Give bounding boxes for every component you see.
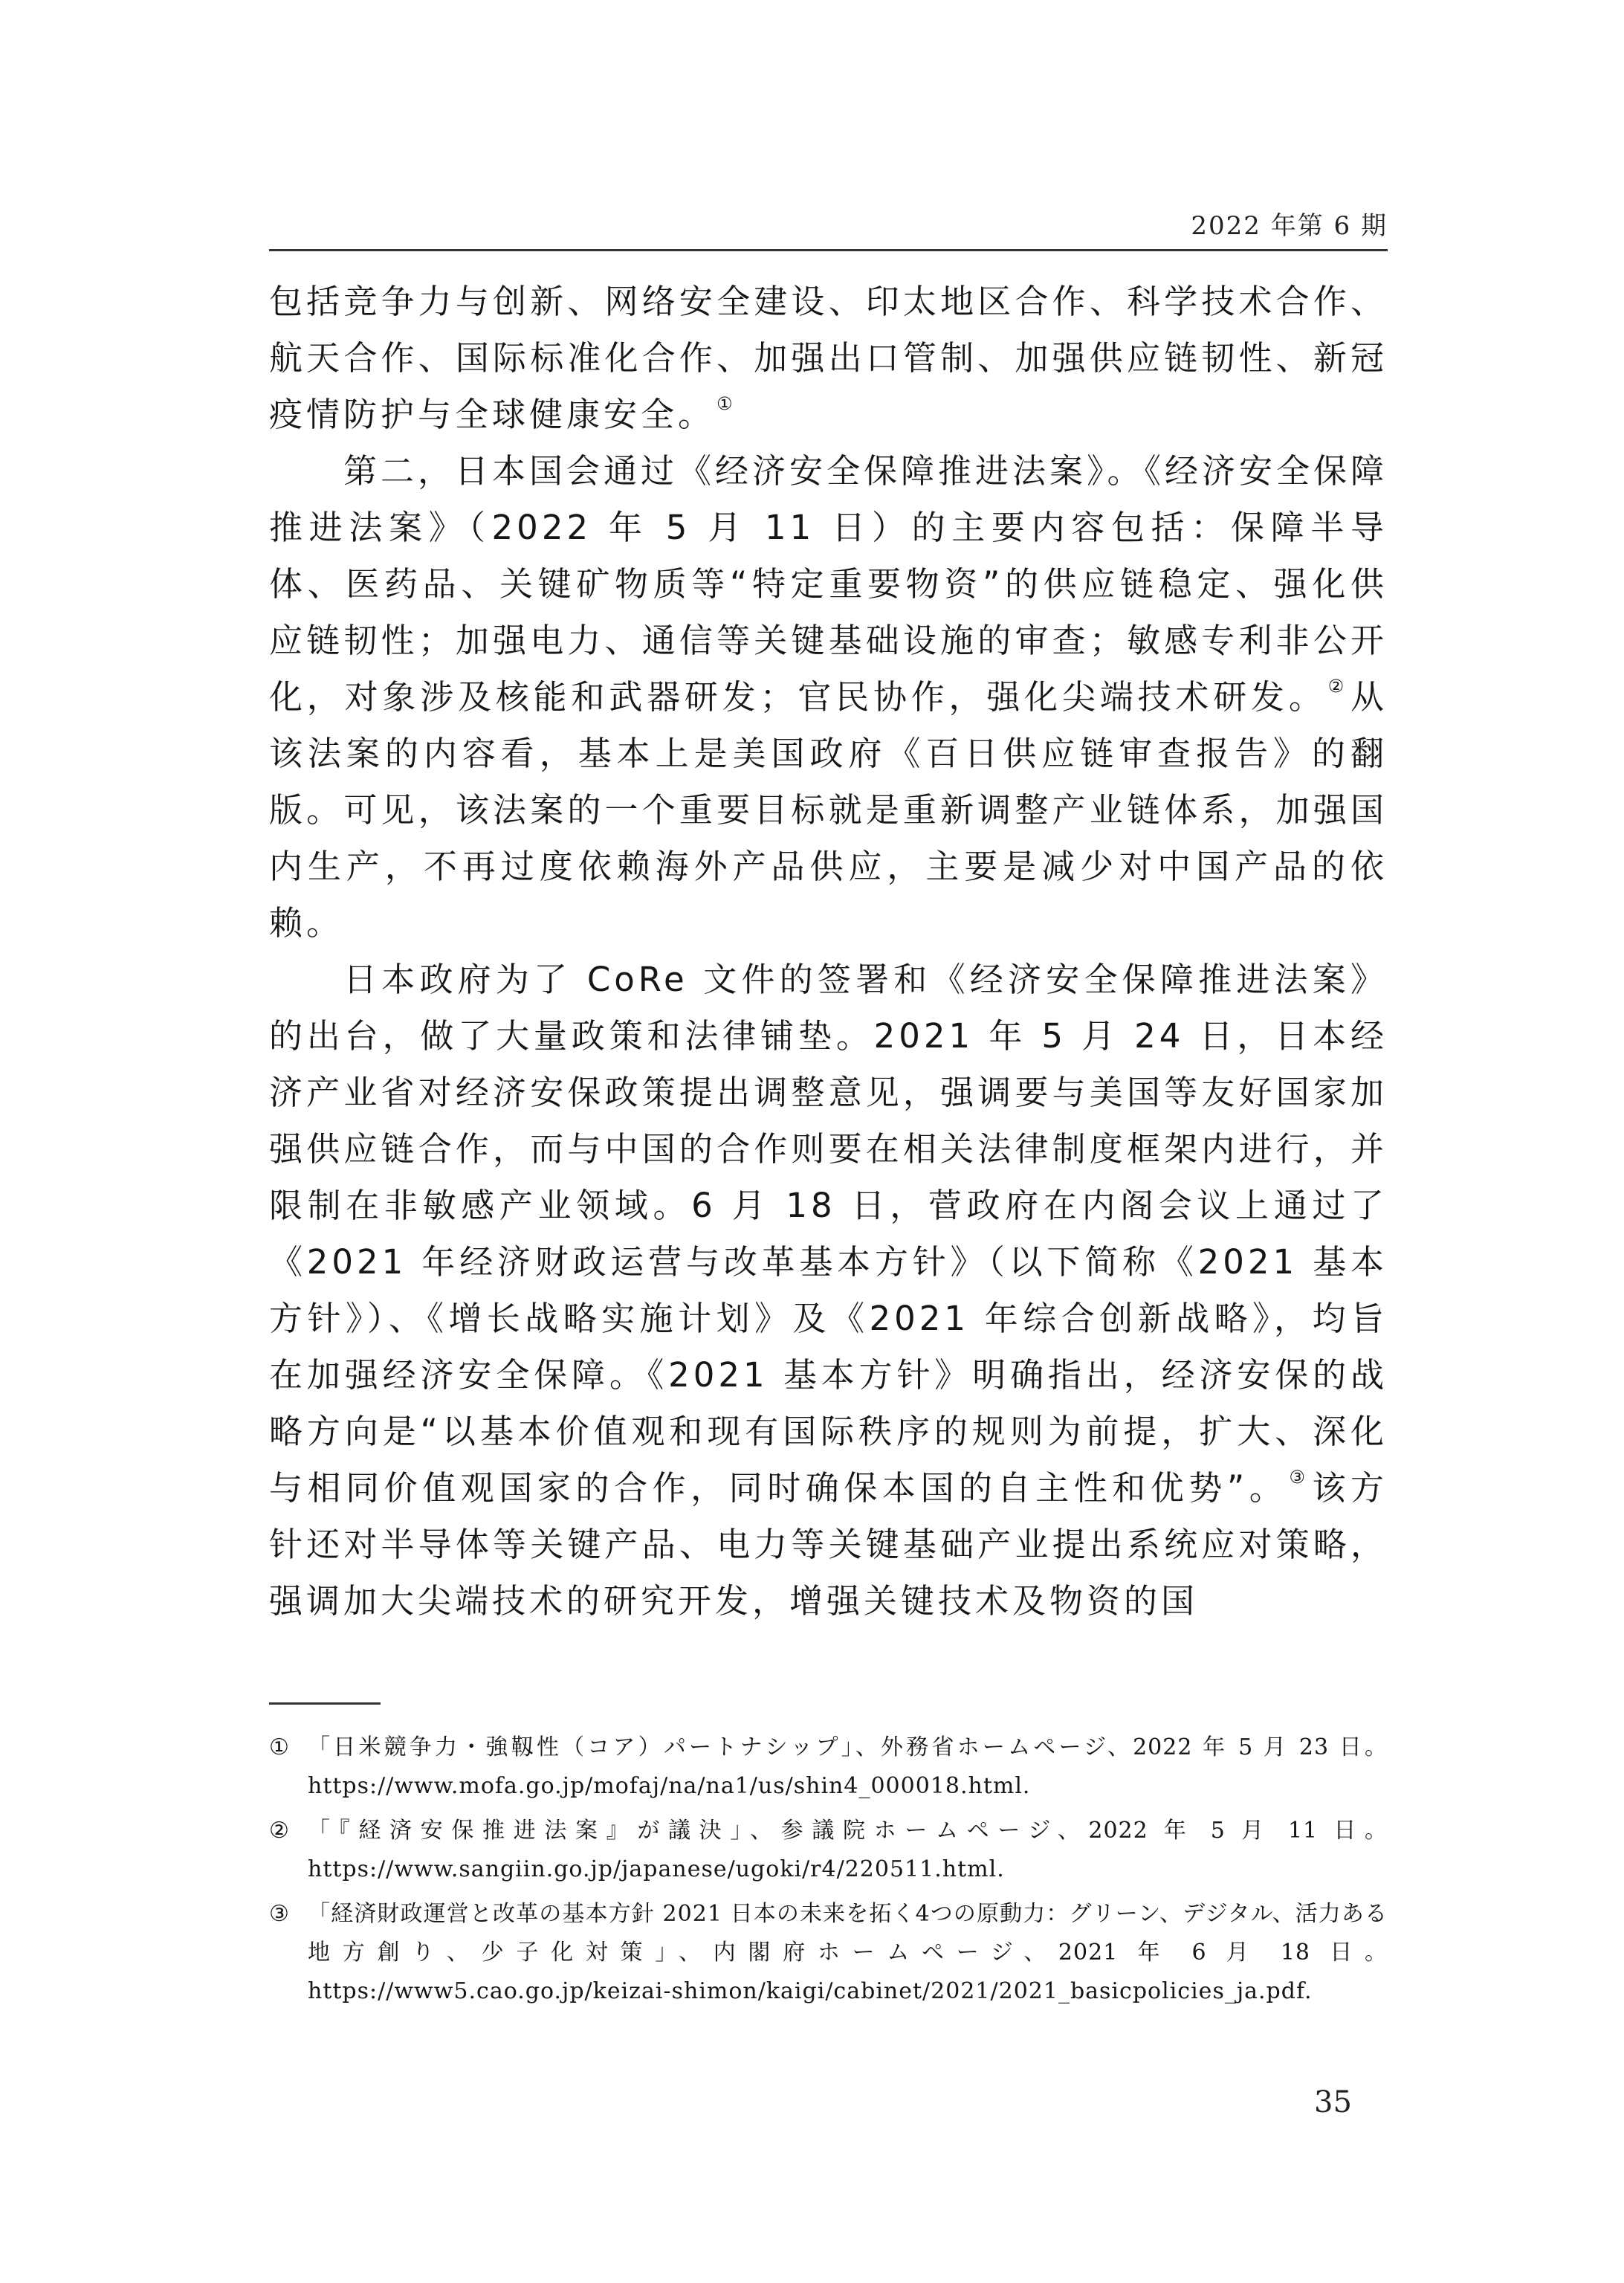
footnote-divider xyxy=(269,1702,381,1705)
running-header xyxy=(269,199,1388,251)
footnote-1-text: 「日米競争力・強靱性（コア）パートナシップ」、外務省ホームページ、2022 年 5 月 23 日。https://www.mofa.go.jp/mofaj/na/na1/us/shin4_000018.html. xyxy=(308,1734,1388,1799)
footnote-3-text: 「経済財政運営と改革の基本方針 2021 日本の未来を拓く4つの原動力：グリーン、デジタル、活力ある地方創り、少子化対策」、内閣府ホームページ、2021 年 6 月 18 日。https://www5.cao.go.jp/keizai-shimon/kaigi/cabinet/2021/2021_basicpolicies_ja.pdf. xyxy=(308,1901,1388,2004)
page-number: 35 xyxy=(1314,2085,1352,2119)
footnote-1-mark: ① xyxy=(269,1734,290,1760)
paragraph-3-text-a: 日本政府为了 CoRe 文件的签署和《经济安全保障推进法案》的出台，做了大量政策和法律铺垫。2021 年 5 月 24 日，日本经济产业省对经济安保政策提出调整意见，强调要与美国等友好国家加强供应链合作，而与中国的合作则要在相关法律制度框架内进行，并限制在非敏感产业领域。6 月 18 日，菅政府在内阁会议上通过了《2021 年经济财政运营与改革基本方针》（以下简称《2021 基本方针》）、《增长战略实施计划》及《2021 年综合创新战略》，均旨在加强经济安全保障。《2021 基本方针》明确指出，经济安保的战略方向是“以基本价值观和现有国际秩序的规则为前提，扩大、深化与相同价值观国家的合作，同时确保本国的自主性和优势”。 xyxy=(269,960,1388,1508)
footnote-ref-3[interactable]: ③ xyxy=(1289,1467,1307,1488)
issue-label: 2022 年第 6 期 xyxy=(1191,211,1388,241)
footnote-1 xyxy=(269,1728,1388,1806)
paragraph-3-text-b: 该方针还对半导体等关键产品、电力等关键基础产业提出系统应对策略，强调加大尖端技术的研究开发，增强关键技术及物资的国 xyxy=(269,1468,1388,1621)
footnote-3-mark: ③ xyxy=(269,1901,290,1927)
paragraph-1 xyxy=(269,274,1388,443)
footnote-ref-1[interactable]: ① xyxy=(716,393,733,414)
footnote-2 xyxy=(269,1812,1388,1889)
footnote-2-mark: ② xyxy=(269,1818,290,1844)
paragraph-3 xyxy=(269,952,1388,1630)
footnote-ref-2[interactable]: ② xyxy=(1327,676,1345,697)
footnote-3 xyxy=(269,1895,1388,2011)
paragraph-2-text-a: 第二，日本国会通过《经济安全保障推进法案》。《经济安全保障推进法案》（2022 年 5 月 11 日）的主要内容包括：保障半导体、医药品、关键矿物质等“特定重要物资”的供应链稳定、强化供应链韧性；加强电力、通信等关键基础设施的审查；敏感专利非公开化，对象涉及核能和武器研发；官民协作，强化尖端技术研发。 xyxy=(269,451,1388,717)
paragraph-2 xyxy=(269,443,1388,952)
article-body xyxy=(269,274,1388,1630)
paragraph-2-text-b: 从该法案的内容看，基本上是美国政府《百日供应链审查报告》的翻版。可见，该法案的一个重要目标就是重新调整产业链体系，加强国内生产，不再过度依赖海外产品供应，主要是减少对中国产品的依赖。 xyxy=(269,677,1388,943)
footnotes xyxy=(269,1728,1388,2017)
footnote-2-text: 「『経済安保推进法案』が議決」、参議院ホームページ、2022 年 5 月 11 日。https://www.sangiin.go.jp/japanese/ugoki/r4/220511.html. xyxy=(308,1818,1388,1882)
paragraph-1-text: 包括竞争力与创新、网络安全建设、印太地区合作、科学技术合作、航天合作、国际标准化合作、加强出口管制、加强供应链韧性、新冠疫情防护与全球健康安全。 xyxy=(269,282,1388,434)
